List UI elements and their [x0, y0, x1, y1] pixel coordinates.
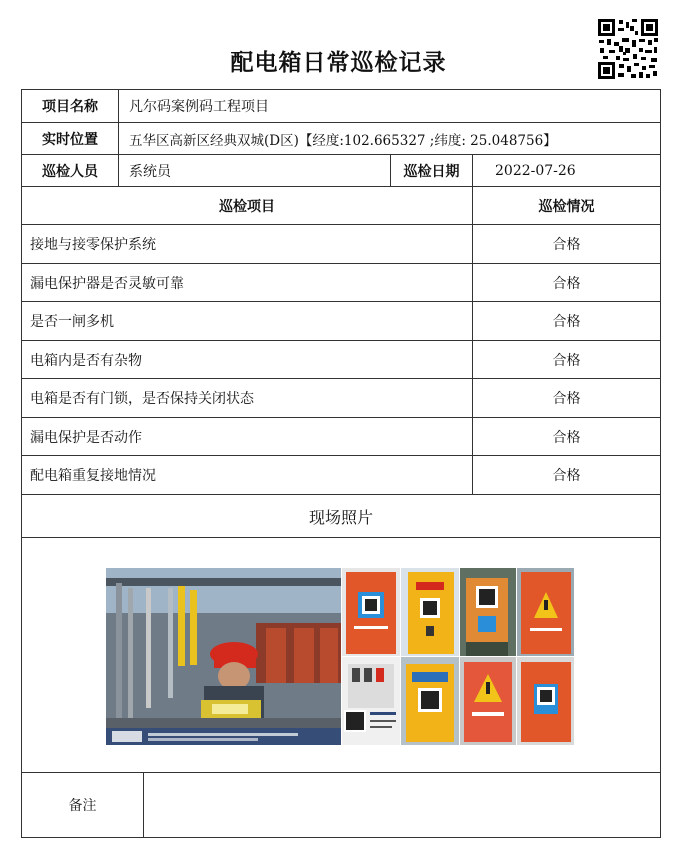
inspection-status: 合格: [472, 379, 660, 417]
photo-cabinet-2: [401, 568, 459, 656]
photo-cabinet-1: [342, 568, 400, 656]
remarks-label: 备注: [68, 798, 97, 814]
inspection-item: 漏电保护器是否灵敏可靠: [30, 275, 184, 292]
photo-cabinet-6: [401, 657, 459, 745]
table-row: [22, 456, 660, 495]
table-row: [22, 264, 660, 302]
photo-worker: [106, 568, 341, 745]
inspection-status: 合格: [472, 456, 660, 494]
inspector-value: 系统员: [118, 155, 390, 186]
inspection-item: 电箱内是否有杂物: [30, 352, 142, 369]
remarks-row: [22, 773, 660, 837]
photos-label: 现场照片: [308, 507, 373, 527]
table-row: [22, 302, 660, 341]
table-row: [22, 341, 660, 379]
location-value: 五华区高新区经典双城(D区)【经度:102.665327 ;纬度: 25.048756】: [118, 123, 660, 154]
remarks-value: [143, 773, 660, 837]
inspection-item: 电箱是否有门锁，是否保持关闭状态: [30, 391, 254, 407]
document-title: 配电箱日常巡检记录: [230, 50, 447, 76]
inspection-item: 接地与接零保护系统: [30, 237, 156, 253]
inspection-item: 漏电保护是否动作: [30, 429, 142, 446]
inspection-status: 合格: [472, 225, 660, 263]
photos-row: [22, 538, 660, 773]
photo-cabinet-4: [517, 568, 574, 656]
inspection-status: 合格: [472, 418, 660, 455]
inspection-status: 合格: [472, 341, 660, 378]
location-label: 实时位置: [42, 131, 98, 148]
items-header: 巡检项目: [219, 198, 275, 215]
location-row: [22, 123, 660, 155]
photos-header-row: [22, 495, 660, 538]
inspection-table: [21, 89, 661, 838]
site-photos: [106, 568, 574, 745]
items-header-row: [22, 187, 660, 225]
status-header: 巡检情况: [472, 187, 660, 224]
inspection-status: 合格: [472, 302, 660, 340]
inspector-row: [22, 155, 660, 187]
inspection-item: 是否一闸多机: [30, 314, 114, 330]
qr-code: [597, 18, 659, 80]
inspector-label: 巡检人员: [42, 163, 98, 180]
table-row: [22, 225, 660, 264]
date-value: 2022-07-26: [472, 155, 660, 186]
date-label: 巡检日期: [390, 155, 472, 186]
table-row: [22, 418, 660, 456]
photo-cabinet-8: [517, 657, 574, 745]
photo-cabinet-3: [460, 568, 516, 656]
inspection-item: 配电箱重复接地情况: [30, 468, 156, 484]
project-row: [22, 90, 660, 123]
project-value: 凡尔码案例码工程项目: [118, 90, 660, 122]
photo-cabinet-5: [342, 657, 400, 745]
inspection-status: 合格: [472, 264, 660, 301]
table-row: [22, 379, 660, 418]
project-label: 项目名称: [42, 99, 98, 115]
photo-cabinet-7: [460, 657, 516, 745]
